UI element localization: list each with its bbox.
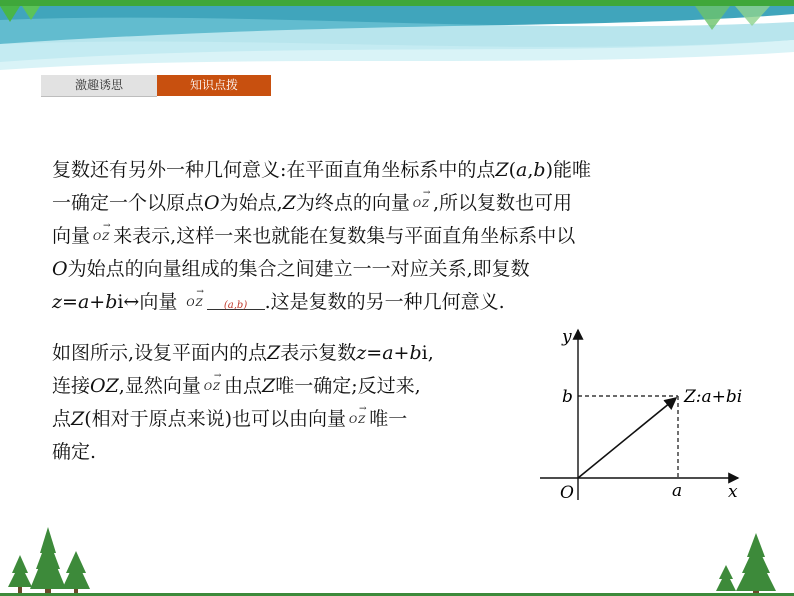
paragraph-geometric-meaning [52, 154, 752, 319]
top-banner [0, 0, 794, 72]
vector-oz: → OZ [349, 404, 366, 437]
text-line: 确定. [52, 441, 97, 463]
tree-decoration [0, 515, 794, 596]
tab-knowledge-points[interactable]: 知识点拨 [157, 75, 271, 96]
origin-label: O [560, 483, 574, 503]
text-line: 点Z(相对于原点来说)也可以由向量→ OZ 唯一 [52, 403, 532, 436]
complex-plane-diagram [530, 322, 760, 512]
text-line: 如图所示,设复平面内的点Z表示复数z=a+bi, [52, 342, 434, 364]
tree-icon [8, 527, 776, 596]
b-label: b [562, 387, 573, 407]
vector-oz: → OZ [93, 221, 110, 254]
a-label: a [672, 481, 683, 501]
x-axis-label: x [728, 482, 738, 502]
text-line: 一确定一个以原点O为始点,Z为终点的向量→ OZ ,所以复数也可用 [52, 187, 752, 220]
text-line: O为始点的向量组成的集合之间建立一一对应关系,即复数 [52, 258, 530, 280]
text-line: 向量→ OZ 来表示,这样一来也就能在复数集与平面直角坐标系中以 [52, 220, 752, 253]
vector-oz: → OZ [413, 188, 430, 221]
answer-blank [207, 289, 265, 310]
vector-oz-arrow [578, 398, 676, 478]
paragraph-figure-explanation [52, 337, 532, 469]
vector-oz: → OZ [204, 371, 221, 404]
answer-text: (a,b) [223, 300, 248, 311]
vector-oz: → OZ [186, 287, 203, 320]
tab-motivation[interactable]: 激趣诱思 [41, 75, 157, 97]
text-line: z=a+bi↔向量 → OZ (a,b) .这是复数的另一种几何意义. [52, 286, 752, 319]
point-z-label: Z:a+bi [684, 387, 743, 407]
y-axis-label: y [562, 327, 572, 347]
text-line: 连接OZ,显然向量→ OZ 由点Z唯一确定;反过来, [52, 370, 532, 403]
tab-bar [41, 75, 271, 96]
text-line: 复数还有另外一种几何意义:在平面直角坐标系中的点Z(a,b)能唯 [52, 159, 591, 181]
